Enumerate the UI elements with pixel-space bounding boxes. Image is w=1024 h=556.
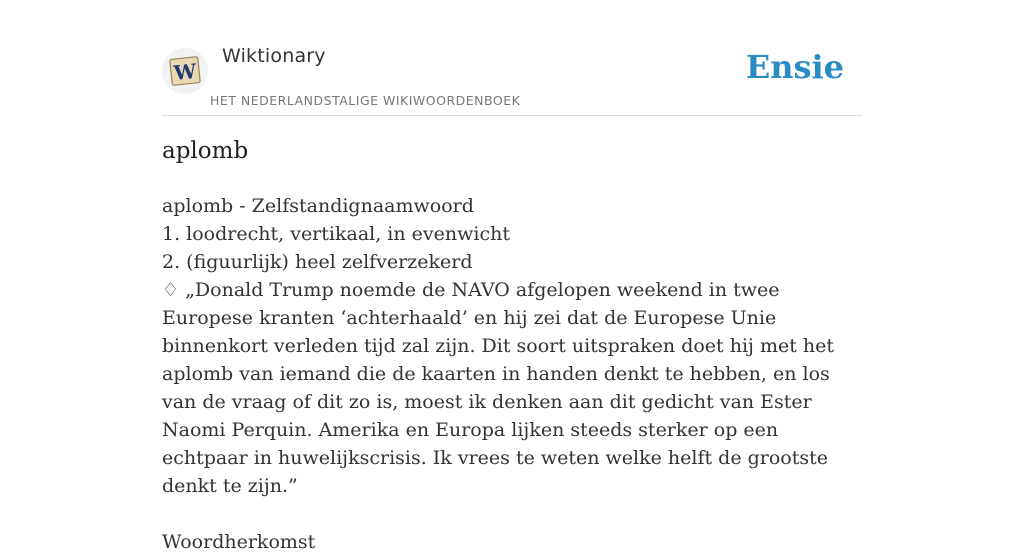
word-type-line: aplomb - Zelfstandignaamwoord bbox=[162, 195, 474, 217]
source-name[interactable]: Wiktionary bbox=[222, 45, 326, 67]
entry-content bbox=[162, 192, 866, 556]
wiktionary-tile-icon bbox=[168, 54, 202, 88]
definition-item: 1. loodrecht, vertikaal, in evenwicht bbox=[162, 223, 510, 245]
etymology-heading: Woordherkomst bbox=[162, 531, 316, 553]
wiktionary-logo-icon[interactable] bbox=[162, 48, 208, 94]
svg-text:W: W bbox=[172, 58, 198, 86]
term-title: aplomb bbox=[162, 138, 249, 164]
source-subtitle: HET NEDERLANDSTALIGE WIKIWOORDENBOEK bbox=[210, 93, 521, 108]
definition-item: 2. (figuurlijk) heel zelfverzekerd bbox=[162, 251, 473, 273]
example-quote: ♢ „Donald Trump noemde de NAVO afgelopen weekend in twee Europese kranten ‘achterhaald’ en hij zei dat de Europese Unie binnenkort verleden tijd zal zijn. Dit soort uitspraken doet hij met het aplomb van iemand die de kaarten in handen denkt te hebben, en los van de vraag of dit zo is, moest ik denken aan dit gedicht van Ester Naomi Perquin. Amerika en Europa lijken steeds sterker op een echtpaar in huwelijkscrisis. Ik vrees te weten welke helft de grootste denkt te zijn.” bbox=[162, 279, 835, 497]
site-header bbox=[162, 0, 862, 116]
ensie-brand-link[interactable]: Ensie bbox=[745, 48, 844, 86]
